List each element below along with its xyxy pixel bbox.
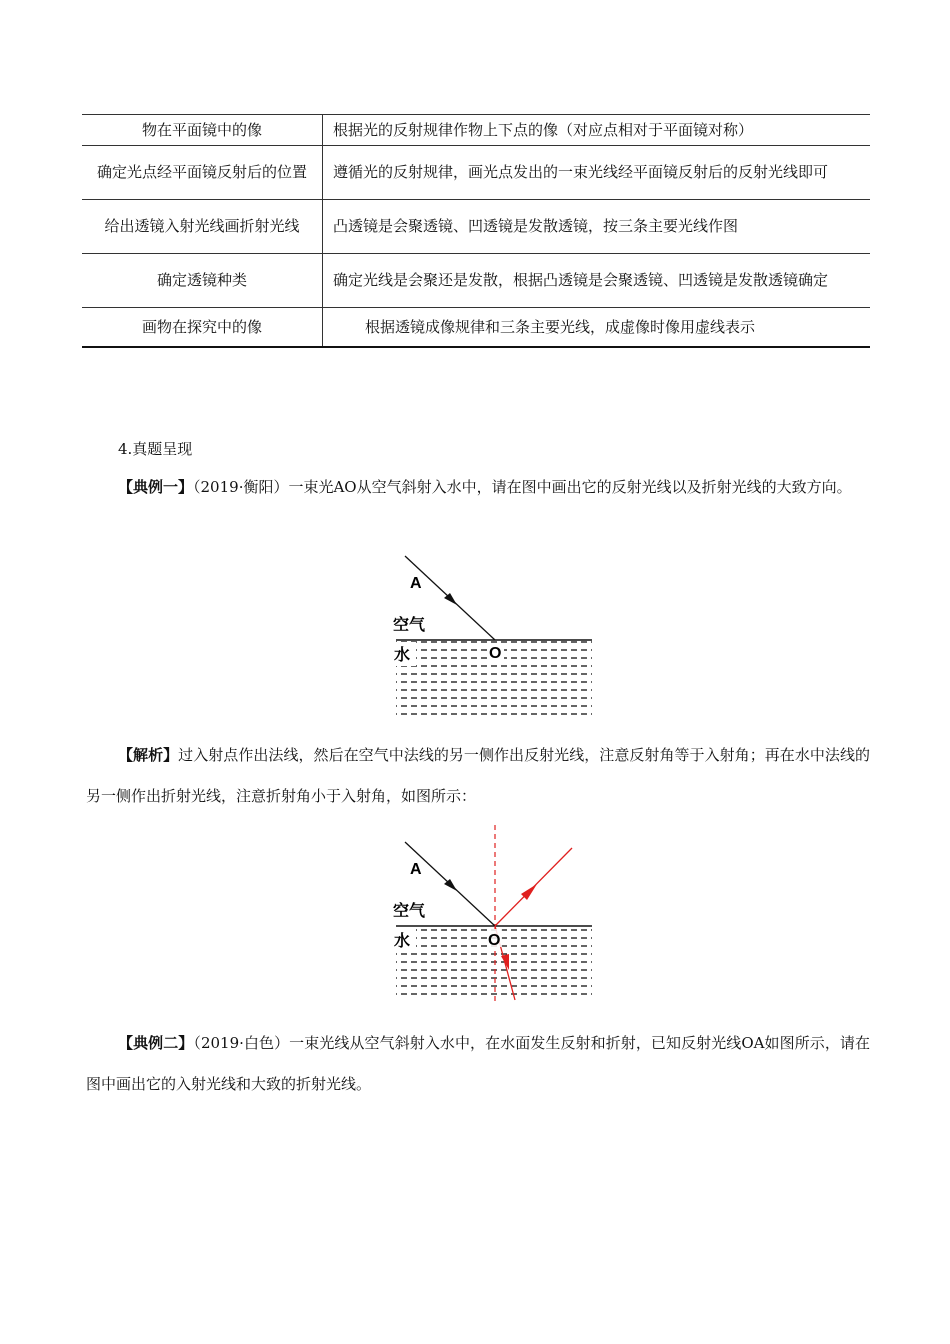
label-water: 水 (394, 645, 411, 664)
example-two-tag: 【典例二】 (118, 1034, 194, 1052)
table-cell-method: 确定透镜种类 (82, 254, 323, 308)
label-air: 空气 (393, 901, 426, 920)
label-a: A (410, 575, 422, 592)
table-row (82, 200, 870, 254)
example-one-tag: 【典例一】 (118, 478, 194, 496)
table-cell-description: 确定光线是会聚还是发散，根据凸透镜是会聚透镜、凹透镜是发散透镜确定 (323, 254, 871, 308)
figure-one-diagram (380, 550, 600, 720)
label-o: O (489, 645, 502, 662)
example-two-text: （2019·白色）一束光线从空气斜射入水中，在水面发生反射和折射，已知反射光线OA如图所示，请在图中画出它的入射光线和大致的折射光线。 (86, 1034, 870, 1093)
analysis-tag: 【解析】 (118, 746, 179, 764)
label-o: O (488, 932, 501, 949)
table-row (82, 254, 870, 308)
example-two-paragraph (86, 1023, 870, 1105)
label-water: 水 (394, 931, 411, 950)
table-cell-description: 根据透镜成像规律和三条主要光线，成虚像时像用虚线表示 (323, 308, 871, 348)
label-a: A (410, 861, 422, 878)
analysis-text: 过入射点作出法线，然后在空气中法线的另一侧作出反射光线，注意反射角等于入射角；再在水中法线的另一侧作出折射光线，注意折射角小于入射角，如图所示： (86, 746, 870, 805)
label-air: 空气 (393, 615, 426, 634)
table-cell-method: 给出透镜入射光线画折射光线 (82, 200, 323, 254)
table-row (82, 115, 870, 146)
example-one-paragraph (86, 467, 870, 508)
table-cell-description: 凸透镜是会聚透镜、凹透镜是发散透镜，按三条主要光线作图 (323, 200, 871, 254)
table-cell-description: 遵循光的反射规律，画光点发出的一束光线经平面镜反射后的反射光线即可 (323, 146, 871, 200)
table-cell-method: 确定光点经平面镜反射后的位置 (82, 146, 323, 200)
figure-two-diagram (380, 822, 600, 1007)
table-cell-method: 画物在探究中的像 (82, 308, 323, 348)
table-cell-description: 根据光的反射规律作物上下点的像（对应点相对于平面镜对称） (323, 115, 871, 146)
table-row (82, 308, 870, 348)
summary-table (82, 114, 870, 348)
table-row (82, 146, 870, 200)
section-heading: 4.真题呈现 (118, 440, 193, 458)
example-one-text: （2019·衡阳）一束光AO从空气斜射入水中，请在图中画出它的反射光线以及折射光线的大致方向。 (193, 478, 852, 496)
analysis-paragraph (86, 735, 870, 817)
table-cell-method: 物在平面镜中的像 (82, 115, 323, 146)
